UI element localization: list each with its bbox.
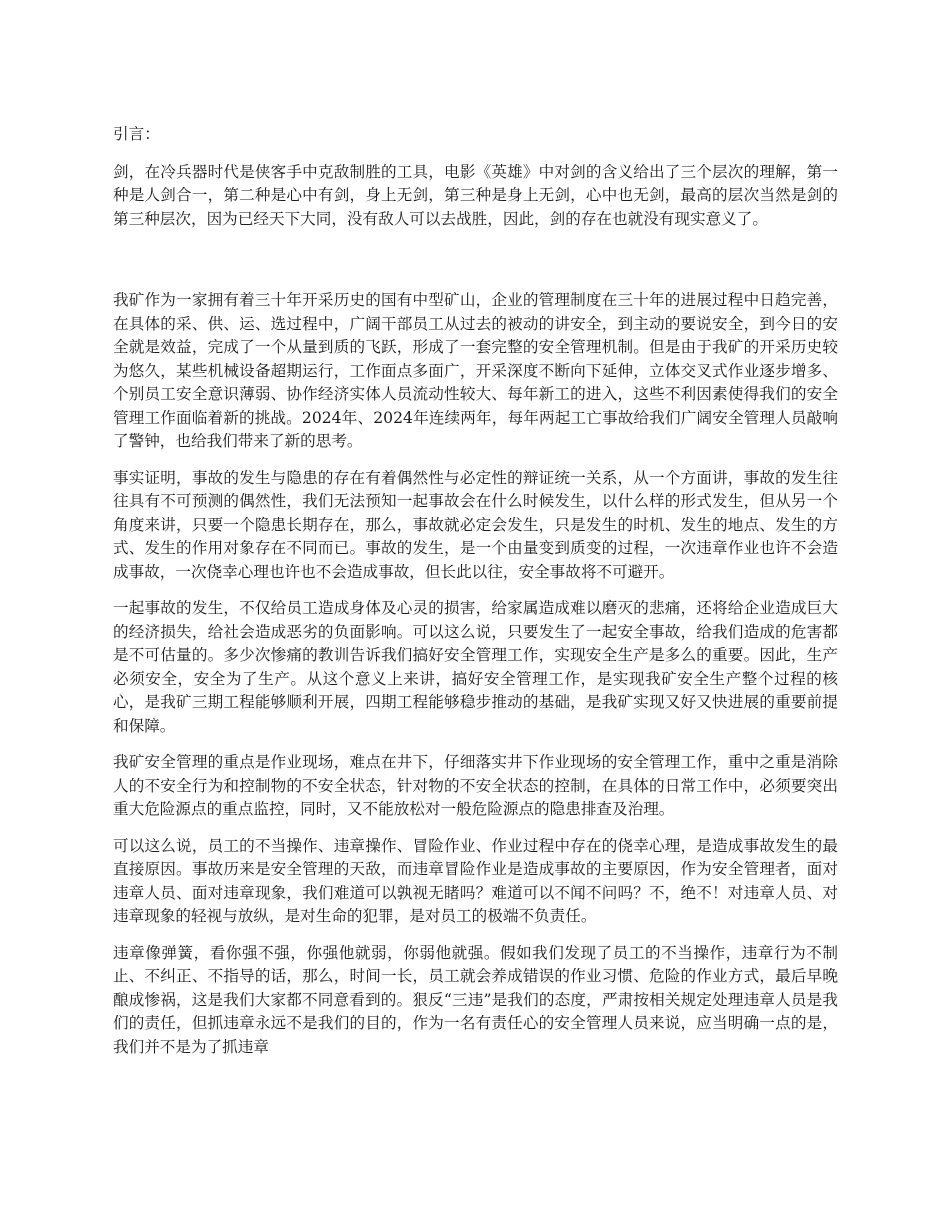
- body-paragraph-3: 一起事故的发生，不仅给员工造成身体及心灵的损害，给家属造成难以磨灭的悲痛，还将给企业造成巨大的经济损失，给社会造成恶劣的负面影响。可以这么说，只要发生了一起安全事故，给我们造成的危害都是不可估量的。多少次惨痛的教训告诉我们搞好安全管理工作，实现安全生产是多么的重要。因此，生产必须安全，安全为了生产。从这个意义上来讲，搞好安全管理工作，是实现我矿安全生产整个过程的核心，是我矿三期工程能够顺利开展，四期工程能够稳步推动的基础，是我矿实现又好又快进展的重要前提和保障。: [113, 599, 838, 735]
- body-paragraph-5: 可以这么说，员工的不当操作、违章操作、冒险作业、作业过程中存在的侥幸心理，是造成事故发生的最直接原因。事故历来是安全管理的天敌，而违章冒险作业是造成事故的主要原因，作为安全管理者，面对违章人员、面对违章现象，我们难道可以孰视无睹吗？难道可以不闻不问吗？不，绝不！对违章人员、对违章现象的轻视与放纵，是对生命的犯罪，是对员工的极端不负责任。: [113, 836, 838, 925]
- body-paragraph-4: 我矿安全管理的重点是作业现场，难点在井下，仔细落实井下作业现场的安全管理工作，重中之重是消除人的不安全行为和控制物的不安全状态，针对物的不安全状态的控制，在具体的日常工作中，必须要突出重大危险源点的重点监控，同时，又不能放松对一般危险源点的隐患排查及治理。: [113, 753, 838, 818]
- body-paragraph-1: 我矿作为一家拥有着三十年开采历史的国有中型矿山，企业的管理制度在三十年的进展过程中日趋完善，在具体的采、供、运、选过程中，广阔干部员工从过去的被动的讲安全，到主动的要说安全，到今日的安全就是效益，完成了一个从量到质的飞跃，形成了一套完整的安全管理机制。但是由于我矿的开采历史较为悠久，某些机械设备超期运行，工作面点多面广，开采深度不断向下延伸，立体交叉式作业逐步增多、个别员工安全意识薄弱、协作经济实体人员流动性较大、每年新工的进入，这些不利因素使得我们的安全管理工作面临着新的挑战。2024年、2024年连续两年，每年两起工亡事故给我们广阔安全管理人员敲响了警钟，也给我们带来了新的思考。: [113, 291, 838, 450]
- intro-paragraph: 剑，在冷兵器时代是侠客手中克敌制胜的工具，电影《英雄》中对剑的含义给出了三个层次的理解，第一种是人剑合一，第二种是心中有剑，身上无剑，第三种是身上无剑，心中也无剑，最高的层次当然是剑的第三种层次，因为已经天下大同，没有敌人可以去战胜，因此，剑的存在也就没有现实意义了。: [113, 162, 838, 228]
- body-paragraph-2: 事实证明，事故的发生与隐患的存在有着偶然性与必定性的辩证统一关系，从一个方面讲，事故的发生往往具有不可预测的偶然性，我们无法预知一起事故会在什么时候发生，以什么样的形式发生，但从另一个角度来讲，只要一个隐患长期存在，那么，事故就必定会发生，只是发生的时机、发生的地点、发生的方式、发生的作用对象存在不同而已。事故的发生，是一个由量变到质变的过程，一次违章作业也许不会造成事故，一次侥幸心理也许也不会造成事故，但长此以往，安全事故将不可避开。: [113, 468, 838, 581]
- section-gap: [113, 244, 838, 289]
- body-paragraph-6: 违章像弹簧，看你强不强，你强他就弱，你弱他就强。假如我们发现了员工的不当操作，违章行为不制止、不纠正、不指导的话，那么，时间一长，员工就会养成错误的作业习惯、危险的作业方式，最后早晚酿成惨祸，这是我们大家都不同意看到的。狠反“三违”是我们的态度，严肃按相关规定处理违章人员是我们的责任，但抓违章永远不是我们的目的，作为一名有责任心的安全管理人员来说，应当明确一点的是，我们并不是为了抓违章: [113, 943, 838, 1056]
- intro-heading: 引言：: [113, 125, 160, 143]
